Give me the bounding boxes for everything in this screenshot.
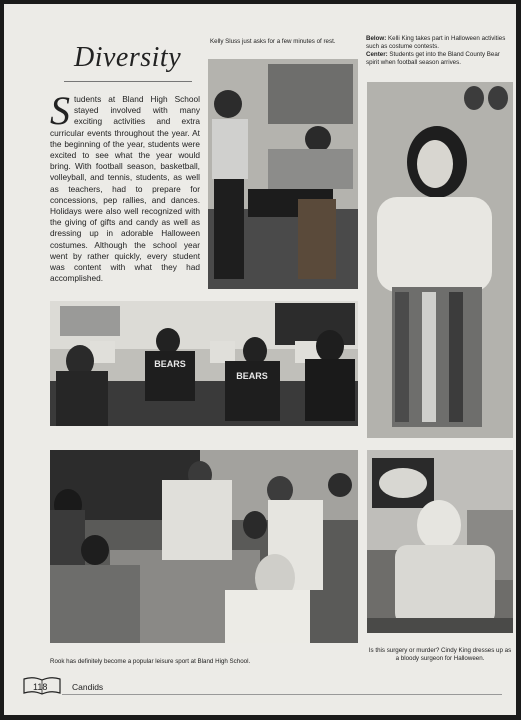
section-name: Candids [72, 682, 104, 692]
footer-rule [62, 694, 502, 695]
title-underline [64, 81, 192, 82]
caption-below-text: Kelli King takes part in Halloween activities such as costume contests. [366, 35, 506, 50]
photo-rook-game [50, 450, 358, 643]
caption-below-label: Below: [366, 35, 387, 42]
caption-rook: Rook has definitely become a popular leisure sport at Bland High School. [50, 658, 251, 665]
body-text: tudents at Bland High School stayed involved with many exciting activities and extra curricular events throughout the year. At the beginning of the year, students were excited to see what the year would bring. With football season, basketball, volleyball, and tennis, students, as well as teachers, had to prepare for concessions, pep rallies, and dances. Holidays were also well recognized with the giving of gifts and candy as well as dressing up in adorable Halloween costumes. Although the school year went by rather quickly, every student was content with what they had accomplished. [50, 94, 200, 284]
caption-center-text: Students get into the Bland County Bear spirit when football season arrives. [366, 51, 500, 66]
photo-resting-student [208, 59, 358, 289]
shirt-text-1: BEARS [154, 359, 186, 369]
drop-cap: S [50, 88, 70, 133]
caption-resting-student: Kelly Sluss just asks for a few minutes of rest. [210, 38, 336, 45]
caption-surgeon: Is this surgery or murder? Cindy King dresses up as a bloody surgeon for Halloween. [368, 647, 512, 662]
photo-computer-lab [50, 301, 358, 426]
photo-costume-contest [367, 82, 513, 438]
caption-below-center [366, 35, 512, 67]
page-number: 118 [33, 682, 48, 692]
page-title: Diversity [74, 42, 182, 73]
yearbook-page [4, 4, 516, 715]
body-paragraph [50, 88, 200, 284]
shirt-text-2: BEARS [236, 371, 268, 381]
page-footer [22, 676, 502, 696]
photo-surgeon-costume [367, 450, 513, 633]
caption-center-label: Center: [366, 51, 388, 58]
